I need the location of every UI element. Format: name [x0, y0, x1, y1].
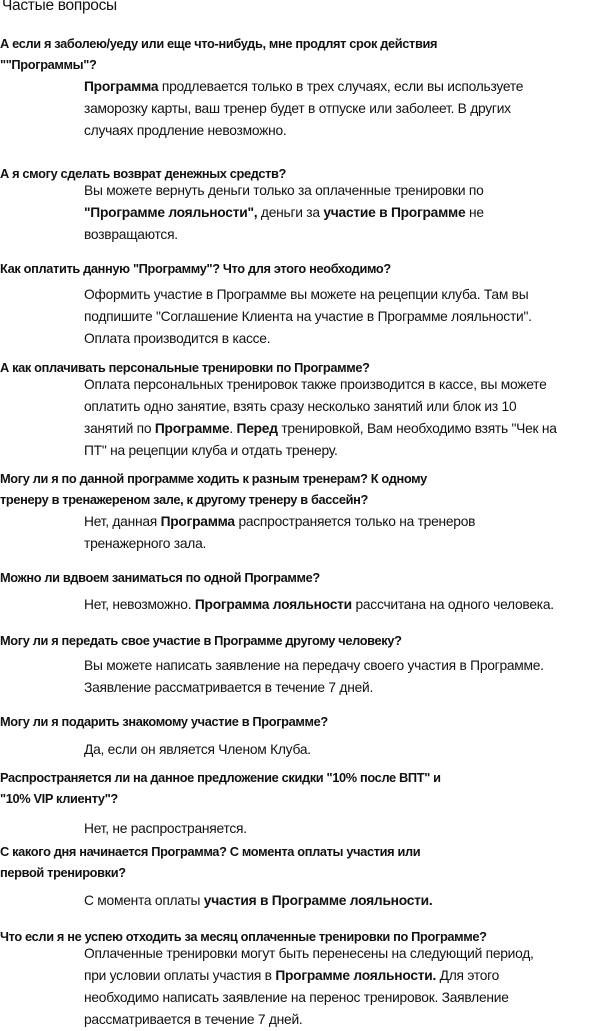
answer-line: [84, 965, 596, 987]
answer-text: Заявление рассматривается в течение 7 дней.: [84, 680, 374, 695]
answer-text: рассматривается в течение 7 дней.: [84, 1012, 303, 1027]
answer-line: [84, 180, 596, 202]
answer-line: [84, 511, 596, 533]
page-title: Частые вопросы: [2, 0, 117, 14]
faq-answer: [84, 180, 596, 246]
question-line: Могу ли я передать свое участие в Программе другому человеку?: [0, 633, 402, 648]
answer-line: [84, 202, 596, 224]
answer-text: ПТ" на рецепции клуба и отдать тренеру.: [84, 443, 338, 458]
answer-text: Да, если он является Членом Клуба.: [84, 742, 311, 757]
answer-line: [84, 306, 596, 328]
faq-question: [0, 630, 596, 651]
question-line: Могу ли я по данной программе ходить к разным тренерам? К одному: [0, 471, 427, 486]
question-line: А я смогу сделать возврат денежных средств?: [0, 166, 287, 181]
question-line: Что если я не успею отходить за месяц оплаченные тренировки по Программе?: [0, 929, 487, 944]
faq-answer: [84, 511, 596, 555]
answer-line: [84, 224, 596, 246]
answer-text: возвращаются.: [84, 227, 178, 242]
answer-line: [84, 98, 596, 120]
answer-text: тренировкой, Вам необходимо взять "Чек на: [277, 421, 557, 436]
question-line: "10% VIP клиенту"?: [0, 791, 118, 806]
answer-line: [84, 440, 596, 462]
question-line: ""Программы"?: [0, 57, 97, 72]
faq-answer: [84, 890, 596, 912]
answer-line: [84, 533, 596, 555]
answer-line: [84, 655, 596, 677]
answer-line: [84, 818, 596, 840]
faq-answer: [84, 76, 596, 142]
answer-text: Вы можете вернуть деньги только за оплаченные тренировки по: [84, 183, 484, 198]
answer-text: Вы можете написать заявление на передачу своего участия в Программе.: [84, 658, 544, 673]
faq-answer: [84, 655, 596, 699]
answer-bold-text: Программе: [154, 421, 230, 436]
answer-line: [84, 677, 596, 699]
answer-bold-text: Программа лояльности: [194, 597, 352, 612]
answer-line: [84, 739, 596, 761]
faq-question: [0, 767, 596, 809]
answer-text: оплатить одно занятие, взять сразу несколько занятий или блок из 10: [84, 399, 517, 414]
answer-text: Для этого: [436, 968, 500, 983]
answer-line: [84, 284, 596, 306]
question-line: Можно ли вдвоем заниматься по одной Программе?: [0, 570, 320, 585]
faq-answer: [84, 943, 596, 1031]
faq-answer: [84, 818, 596, 840]
answer-text: рассчитана на одного человека.: [351, 597, 554, 612]
answer-text: распространяется только на тренеров: [234, 514, 476, 529]
answer-line: [84, 987, 596, 1009]
faq-question: [0, 711, 596, 732]
answer-bold-text: "Программе лояльности",: [84, 205, 258, 220]
answer-text: не: [465, 205, 484, 220]
answer-text: тренажерного зала.: [84, 536, 207, 551]
question-line: С какого дня начинается Программа? С момента оплаты участия или: [0, 844, 421, 859]
faq-question: [0, 567, 596, 588]
faq-answer: [84, 594, 596, 616]
answer-bold-text: участие в Программе: [323, 205, 466, 220]
faq-question: [0, 841, 596, 883]
answer-line: [84, 374, 596, 396]
answer-line: [84, 890, 596, 912]
answer-text: Оплаченные тренировки могут быть перенесены на следующий период,: [84, 946, 534, 961]
question-line: Распространяется ли на данное предложение скидки "10% после ВПТ" и: [0, 770, 441, 785]
question-line: тренеру в тренажереном зале, к другому тренеру в бассейн?: [0, 492, 368, 507]
answer-line: [84, 1009, 596, 1031]
answer-text: продлевается только в трех случаях, если вы используете: [158, 79, 524, 94]
faq-question: [0, 468, 596, 510]
answer-bold-text: Программа: [160, 514, 235, 529]
answer-text: С момента оплаты: [84, 893, 204, 908]
answer-text: Нет, невозможно.: [84, 597, 195, 612]
answer-text: подпишите "Соглашение Клиента на участие в Программе лояльности".: [84, 309, 532, 324]
answer-line: [84, 76, 596, 98]
question-line: Как оплатить данную "Программу"? Что для этого необходимо?: [0, 261, 391, 276]
answer-text: Оплата производится в кассе.: [84, 331, 271, 346]
question-line: Могу ли я подарить знакомому участие в Программе?: [0, 714, 328, 729]
faq-question: [0, 33, 596, 75]
answer-line: [84, 120, 596, 142]
answer-text: Оплата персональных тренировок также производится в кассе, вы можете: [84, 377, 547, 392]
answer-bold-text: Перед: [236, 421, 278, 436]
answer-line: [84, 943, 596, 965]
answer-bold-text: Программа: [84, 79, 159, 94]
answer-text: Оформить участие в Программе вы можете на рецепции клуба. Там вы: [84, 287, 529, 302]
answer-line: [84, 396, 596, 418]
question-line: первой тренировки?: [0, 865, 126, 880]
answer-text: необходимо написать заявление на перенос тренировок. Заявление: [84, 990, 509, 1005]
answer-text: при условии оплаты участия в: [84, 968, 276, 983]
answer-text: заморозку карты, ваш тренер будет в отпуске или заболеет. В других: [84, 101, 511, 116]
answer-text: случаях продление невозможно.: [84, 123, 287, 138]
answer-bold-text: Программе лояльности.: [275, 968, 437, 983]
answer-text: деньги за: [257, 205, 324, 220]
answer-text: занятий по: [84, 421, 155, 436]
answer-bold-text: участия в Программе лояльности.: [203, 893, 433, 908]
answer-line: [84, 418, 596, 440]
faq-question: [0, 258, 596, 279]
faq-answer: [84, 284, 596, 350]
faq-answer: [84, 374, 596, 462]
answer-text: Нет, не распространяется.: [84, 821, 247, 836]
answer-line: [84, 328, 596, 350]
answer-line: [84, 594, 596, 616]
answer-text: .: [229, 421, 237, 436]
question-line: А если я заболею/уеду или еще что-нибудь, мне продлят срок действия: [0, 36, 438, 51]
faq-answer: [84, 739, 596, 761]
answer-text: Нет, данная: [84, 514, 161, 529]
question-line: А как оплачивать персональные тренировки по Программе?: [0, 360, 370, 375]
